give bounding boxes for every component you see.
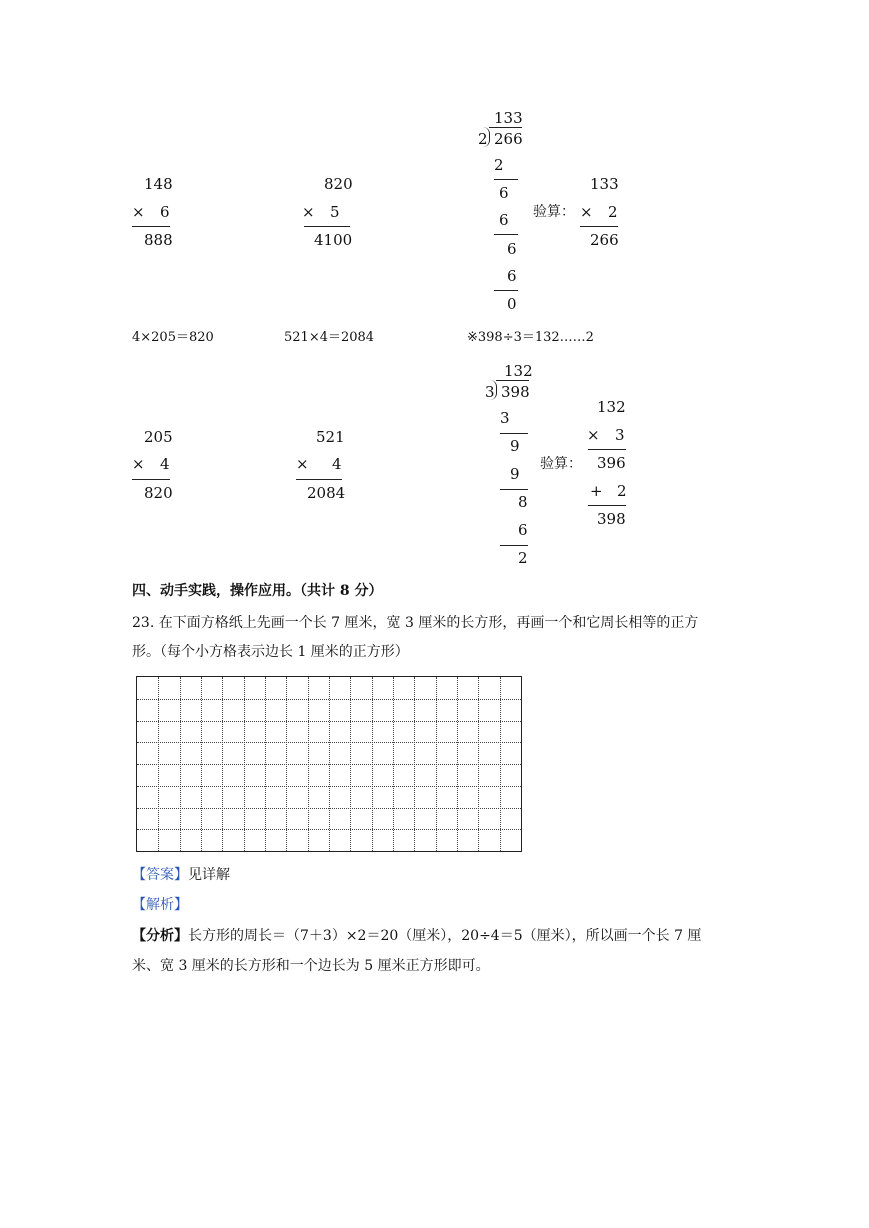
- div2-rule-3: [500, 545, 528, 546]
- div2-step-1: 3: [500, 409, 510, 427]
- check1-rule: [580, 226, 618, 227]
- grid-line-horizontal: [137, 699, 521, 700]
- check2-operator: ×: [587, 426, 600, 444]
- div1-dividend: 266: [494, 130, 523, 148]
- mul2-factor: 5: [330, 203, 340, 221]
- graph-paper-grid: [136, 676, 522, 852]
- mul4-rule: [296, 479, 342, 480]
- check2-factor: 3: [615, 426, 625, 444]
- answer-line: [132, 866, 230, 884]
- check2-label: 验算：: [540, 456, 582, 472]
- mul1-rule: [132, 226, 170, 227]
- div2-divisor: 3: [485, 383, 495, 401]
- mul3-factor: 4: [160, 455, 170, 473]
- div1-step-5: 6: [507, 267, 517, 285]
- explanation-line-1: [132, 927, 701, 945]
- div1-step-6: 0: [507, 295, 517, 313]
- check2-product: 396: [597, 454, 626, 472]
- mul1-operator: ×: [132, 203, 145, 221]
- div1-step-1: 2: [494, 156, 504, 174]
- mul2-operator: ×: [302, 203, 315, 221]
- div2-rule-2: [500, 489, 528, 490]
- div1-rule-1: [494, 179, 518, 180]
- check1-top: 133: [590, 175, 619, 193]
- mul2-rule: [304, 226, 350, 227]
- div2-bracket: [490, 380, 497, 400]
- grid-line-horizontal: [137, 721, 521, 722]
- div1-rule-2: [494, 234, 518, 235]
- check1-result: 266: [590, 231, 619, 249]
- div2-vinculum: [496, 380, 529, 381]
- mul3-rule: [132, 479, 170, 480]
- div2-step-4: 8: [518, 493, 528, 511]
- question-line-1: 23. 在下面方格纸上先画一个长 7 厘米，宽 3 厘米的长方形，再画一个和它周长相等的正方: [132, 615, 699, 631]
- div2-dividend: 398: [501, 383, 530, 401]
- mul2-top: 820: [324, 175, 353, 193]
- div1-vinculum: [489, 127, 522, 128]
- grid-line-horizontal: [137, 829, 521, 830]
- div1-step-2: 6: [499, 184, 509, 202]
- grid-line-horizontal: [137, 764, 521, 765]
- mul4-top: 521: [316, 428, 345, 446]
- equation-3: ※398÷3＝132……2: [467, 330, 594, 345]
- answer-tag: 【答案】: [132, 867, 188, 883]
- div2-step-3: 9: [510, 465, 520, 483]
- section-heading: 四、动手实践，操作应用。（共计 8 分）: [132, 583, 383, 599]
- mul4-result: 2084: [307, 484, 346, 502]
- grid-line-horizontal: [137, 742, 521, 743]
- grid-line-horizontal: [137, 808, 521, 809]
- check2-rule-2: [588, 505, 626, 506]
- mul3-operator: ×: [132, 455, 145, 473]
- mul1-result: 888: [144, 231, 173, 249]
- mul3-top: 205: [144, 428, 173, 446]
- div1-bracket: [483, 127, 490, 147]
- explanation-line-2: 米、宽 3 厘米的长方形和一个边长为 5 厘米正方形即可。: [132, 958, 490, 974]
- div1-quotient: 133: [494, 109, 523, 127]
- explanation-text-1: 长方形的周长＝（7＋3）×2＝20（厘米），20÷4＝5（厘米），所以画一个长 7 厘: [188, 928, 702, 944]
- mul2-result: 4100: [314, 231, 353, 249]
- check2-addend: 2: [617, 482, 627, 500]
- check1-operator: ×: [580, 203, 593, 221]
- check1-factor: 2: [608, 203, 618, 221]
- div1-step-4: 6: [507, 240, 517, 258]
- answer-text: 见详解: [188, 867, 230, 883]
- div2-step-5: 6: [518, 521, 528, 539]
- analysis-line: [132, 896, 188, 914]
- div1-rule-3: [494, 290, 518, 291]
- analysis-tag: 【解析】: [132, 897, 188, 913]
- mul4-operator: ×: [296, 455, 309, 473]
- div1-divisor: 2: [478, 130, 488, 148]
- mul1-top: 148: [144, 175, 173, 193]
- question-line-2: 形。（每个小方格表示边长 1 厘米的正方形）: [132, 644, 409, 660]
- mul1-factor: 6: [160, 203, 170, 221]
- grid-line-horizontal: [137, 786, 521, 787]
- check2-top: 132: [597, 398, 626, 416]
- explanation-tag: 【分析】: [132, 928, 188, 944]
- div2-quotient: 132: [504, 362, 533, 380]
- equation-2: 521×4＝2084: [284, 330, 375, 345]
- check2-result: 398: [597, 510, 626, 528]
- check2-rule-1: [588, 449, 626, 450]
- check1-label: 验算：: [533, 204, 575, 220]
- check2-add-operator: +: [590, 482, 603, 500]
- mul4-factor: 4: [332, 455, 342, 473]
- div2-rule-1: [500, 433, 528, 434]
- div1-step-3: 6: [499, 211, 509, 229]
- equation-1: 4×205＝820: [132, 330, 214, 345]
- div2-step-2: 9: [510, 437, 520, 455]
- div2-step-6: 2: [518, 549, 528, 567]
- mul3-result: 820: [144, 484, 173, 502]
